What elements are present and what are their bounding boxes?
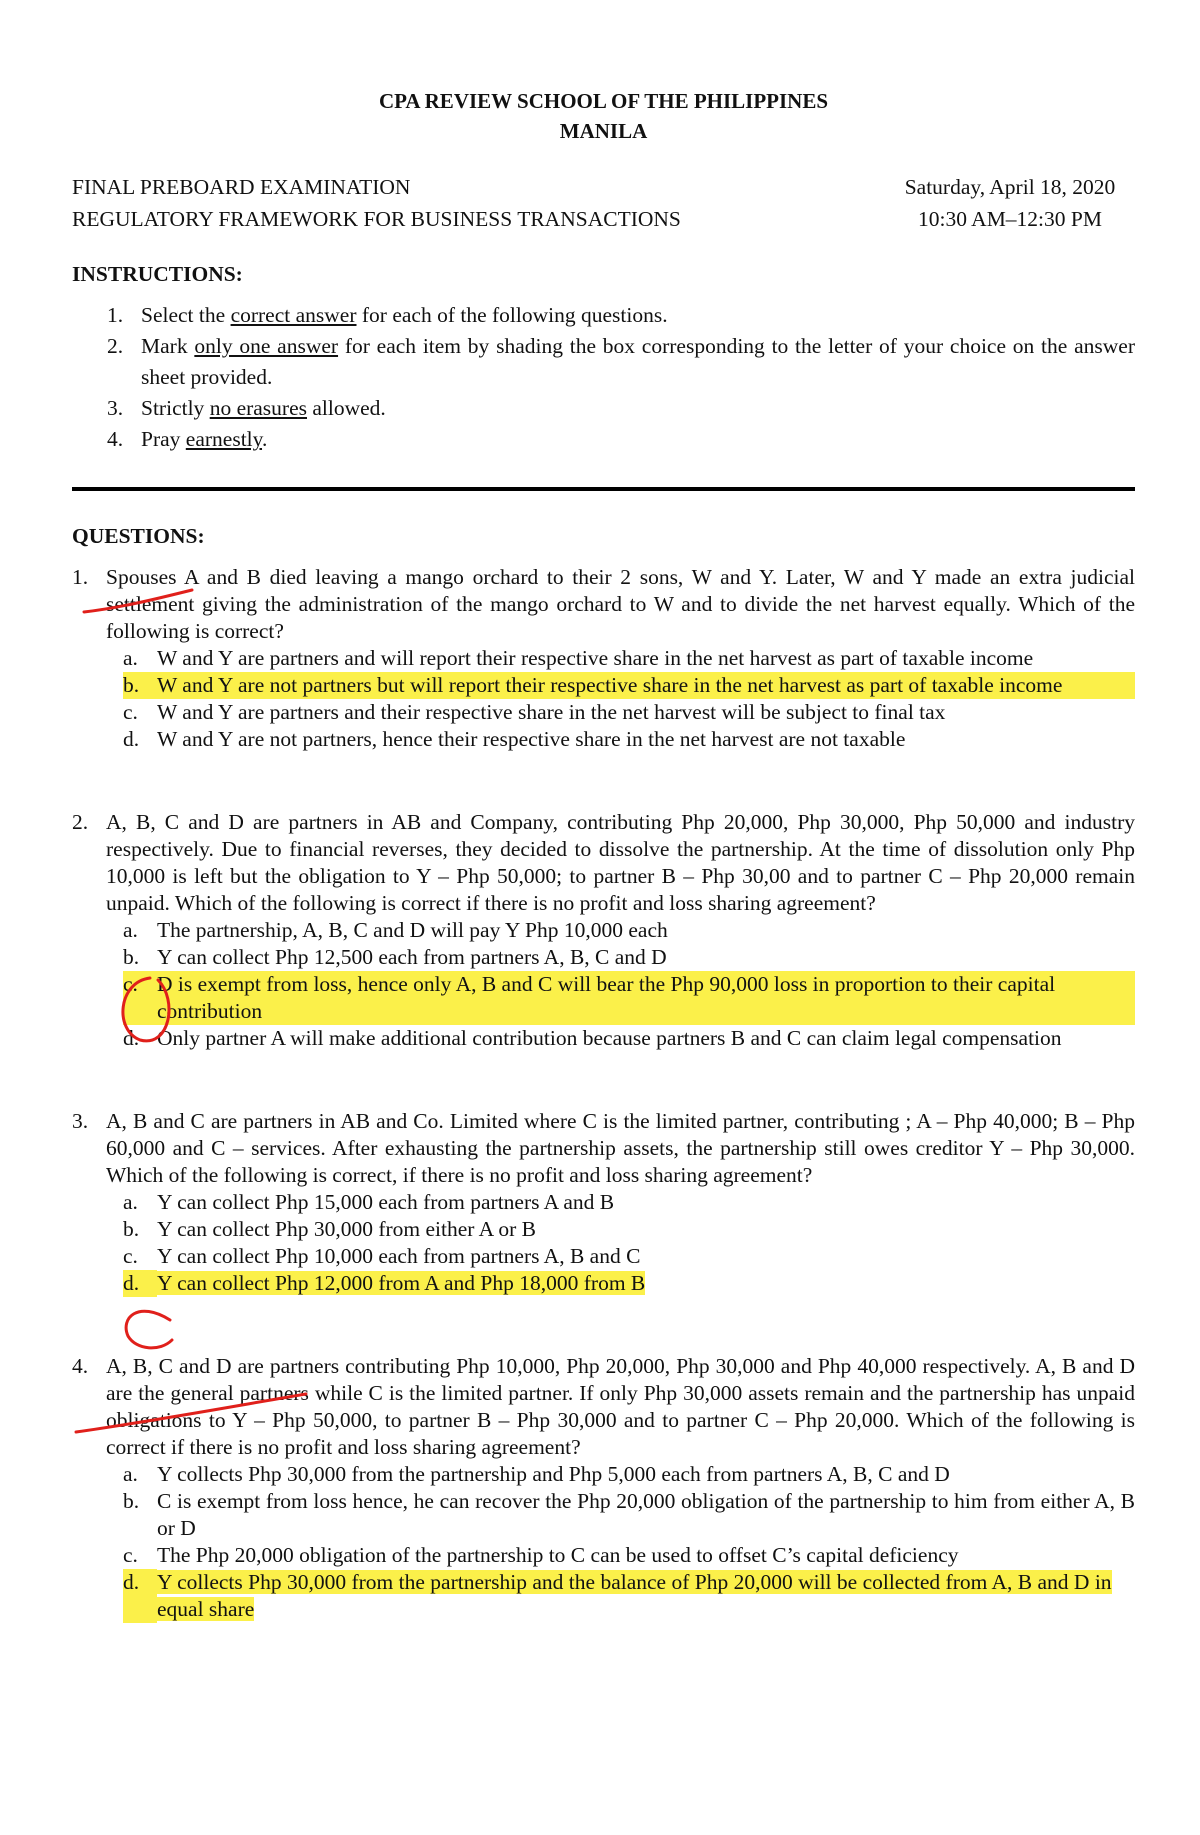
question-number: 2. bbox=[72, 810, 89, 834]
exam-page bbox=[72, 86, 1135, 1623]
city-name: MANILA bbox=[559, 119, 648, 143]
option-c: c. The Php 20,000 obligation of the partnership to C can be used to offset C’s capital deficiency bbox=[123, 1543, 959, 1567]
questions-heading: QUESTIONS: bbox=[72, 524, 205, 548]
question-text: A, B and C are partners in AB and Co. Limited where C is the limited partner, contributing ; A – Php 40,000; B – Php 60,000 and C – services. After exhausting the partnership assets, the partnership still owes creditor Y – Php 30,000. Which of the following is correct, if there is no profit and loss sharing agreement? bbox=[106, 1109, 1135, 1187]
option-b: b. Y can collect Php 12,500 each from partners A, B, C and D bbox=[123, 945, 667, 969]
instruction-item: 3. Strictly no erasures allowed. bbox=[107, 396, 386, 420]
option-d-highlighted: d. Y can collect Php 12,000 from A and Php 18,000 from B bbox=[123, 1271, 646, 1295]
instruction-item: 2. Mark only one answer for each item by shading the box corresponding to the letter of your choice on the answer sheet provided. bbox=[107, 334, 1135, 389]
option-a: a. Y collects Php 30,000 from the partnership and Php 5,000 each from partners A, B, C and D bbox=[123, 1462, 950, 1486]
option-a: a. The partnership, A, B, C and D will pay Y Php 10,000 each bbox=[123, 918, 668, 942]
exam-date: Saturday, April 18, 2020 bbox=[904, 175, 1116, 199]
option-d-highlighted: d. Y collects Php 30,000 from the partnership and the balance of Php 20,000 will be collected from A, B and D in equal share bbox=[123, 1570, 1112, 1621]
option-a: a. W and Y are partners and will report their respective share in the net harvest as part of taxable income bbox=[123, 646, 1034, 670]
option-d: d. W and Y are not partners, hence their respective share in the net harvest are not taxable bbox=[123, 727, 906, 751]
divider-rule bbox=[72, 487, 1135, 491]
option-d: d. Only partner A will make additional contribution because partners B and C can claim legal compensation bbox=[123, 1026, 1062, 1050]
exam-time: 10:30 AM–12:30 PM bbox=[918, 207, 1102, 231]
exam-subject: REGULATORY FRAMEWORK FOR BUSINESS TRANSACTIONS bbox=[72, 207, 681, 231]
question-2 bbox=[72, 809, 1135, 1052]
option-c-highlighted: c. D is exempt from loss, hence only A, B and C will bear the Php 90,000 loss in proportion to their capital contribution bbox=[123, 971, 1135, 1025]
instruction-item: 1. Select the correct answer for each of the following questions. bbox=[107, 303, 668, 327]
question-number: 3. bbox=[72, 1109, 89, 1133]
instructions-list bbox=[72, 300, 1135, 455]
option-a: a. Y can collect Php 15,000 each from partners A and B bbox=[123, 1190, 615, 1214]
question-text: Spouses A and B died leaving a mango orchard to their 2 sons, W and Y. Later, W and Y made an extra judicial settlement giving the administration of the mango orchard to W and to divide the net harvest equally. Which of the following is correct? bbox=[106, 565, 1135, 643]
option-b: b. C is exempt from loss hence, he can recover the Php 20,000 obligation of the partnership to him from either A, B or D bbox=[123, 1489, 1135, 1540]
question-text: A, B, C and D are partners in AB and Company, contributing Php 20,000, Php 30,000, Php 50,000 and industry respectively. Due to financial reverses, they decided to dissolve the partnership. At the time of dissolution only Php 10,000 is left but the obligation to Y – Php 50,000; to partner B – Php 30,00 and to partner C – Php 20,000 remain unpaid. Which of the following is correct if there is no profit and loss sharing agreement? bbox=[106, 810, 1135, 915]
instruction-item: 4. Pray earnestly. bbox=[107, 427, 268, 451]
question-4 bbox=[72, 1353, 1135, 1623]
instructions-heading: INSTRUCTIONS: bbox=[72, 262, 243, 286]
option-b: b. Y can collect Php 30,000 from either A or B bbox=[123, 1217, 536, 1241]
exam-info bbox=[72, 171, 1135, 235]
option-b-highlighted: b. W and Y are not partners but will report their respective share in the net harvest as part of taxable income bbox=[123, 672, 1135, 699]
school-name: CPA REVIEW SCHOOL OF THE PHILIPPINES bbox=[378, 89, 829, 113]
question-number: 4. bbox=[72, 1354, 89, 1378]
option-c: c. Y can collect Php 10,000 each from partners A, B and C bbox=[123, 1244, 641, 1268]
option-c: c. W and Y are partners and their respective share in the net harvest will be subject to final tax bbox=[123, 700, 946, 724]
question-1 bbox=[72, 564, 1135, 753]
question-text: A, B, C and D are partners contributing Php 10,000, Php 20,000, Php 30,000 and Php 40,000 respectively. A, B and D are the general partners while C is the limited partner. If only Php 30,000 assets remain and the partnership has unpaid obligations to Y – Php 50,000, to partner B – Php 30,000 and to partner C – Php 20,000. Which of the following is correct if there is no profit and loss sharing agreement? bbox=[106, 1354, 1135, 1459]
exam-name: FINAL PREBOARD EXAMINATION bbox=[72, 175, 411, 199]
question-number: 1. bbox=[72, 565, 89, 589]
question-3 bbox=[72, 1108, 1135, 1297]
